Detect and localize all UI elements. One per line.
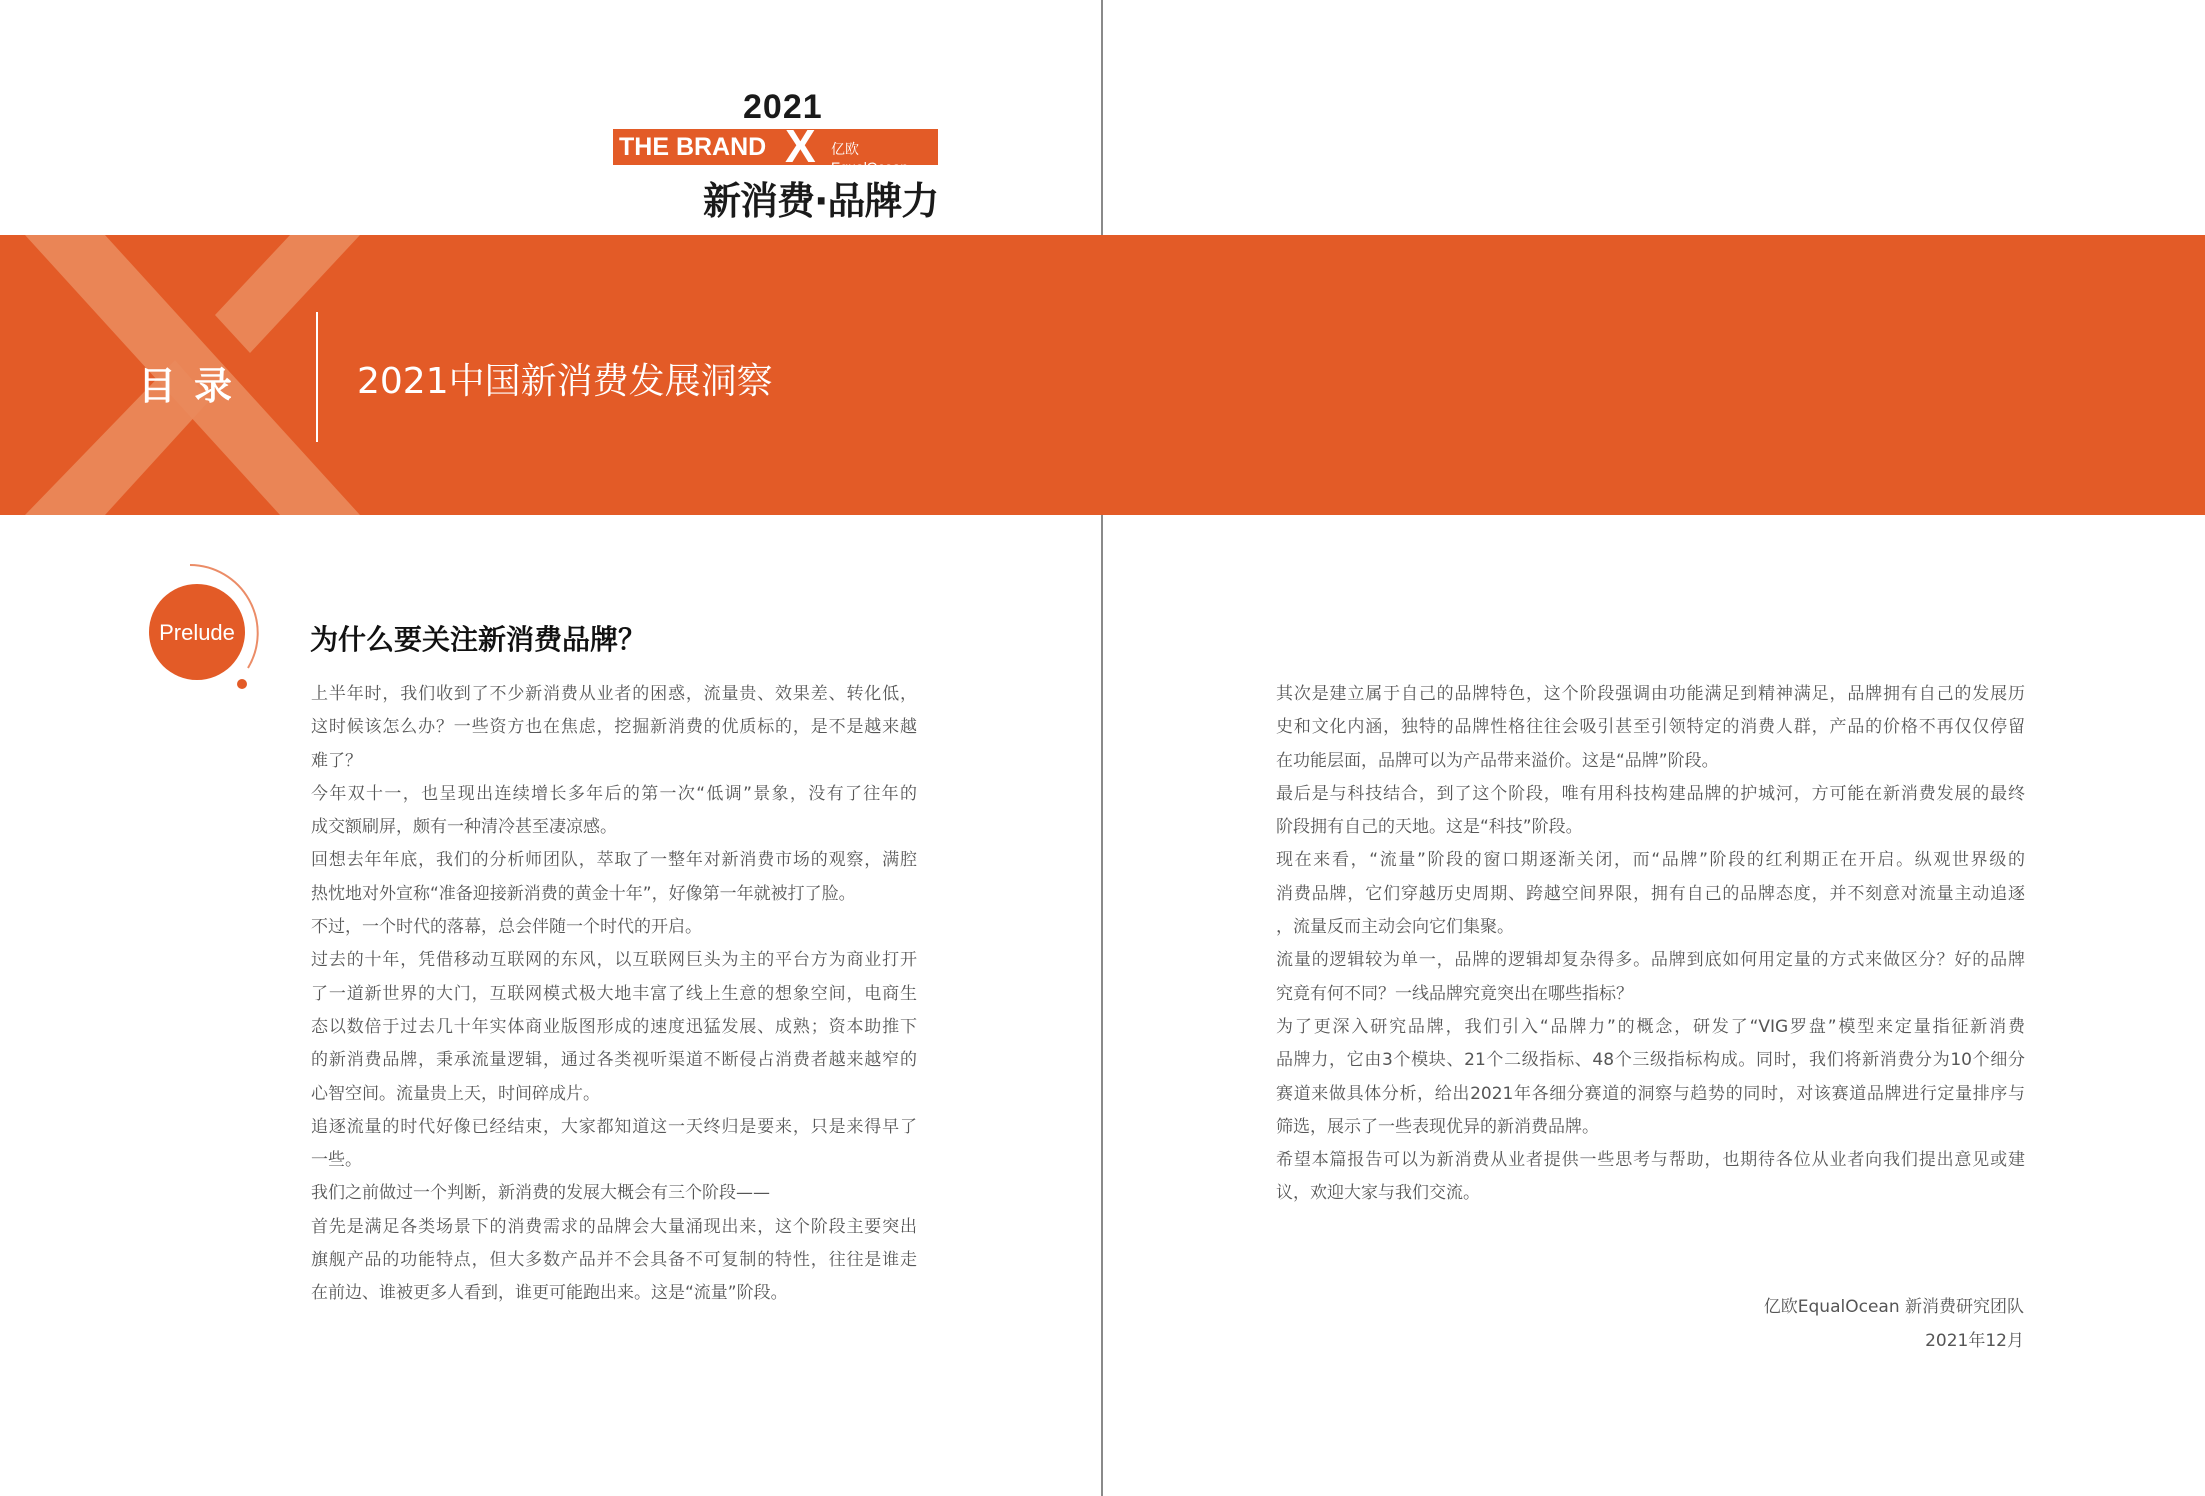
text-line: 成交额刷屏，颇有一种清冷甚至凄凉感。: [311, 817, 617, 838]
paragraph: [311, 944, 917, 1110]
text-line: 回想去年年底，我们的分析师团队，萃取了一整年对新消费市场的观察，满腔: [311, 850, 917, 871]
paragraph: [1276, 944, 2025, 1011]
right-text-column: [1276, 678, 2025, 1211]
text-line: 难了？: [311, 750, 362, 771]
text-line: 阶段拥有自己的天地。这是“科技”阶段。: [1276, 817, 1583, 838]
banner-separator: [316, 312, 318, 442]
text-line: 最后是与科技结合，到了这个阶段，唯有用科技构建品牌的护城河，方可能在新消费发展的最终: [1276, 783, 2025, 804]
section-banner: [0, 235, 2205, 515]
report-title: 2021中国新消费发展洞察: [357, 361, 773, 402]
brand-logo: [613, 88, 943, 223]
paragraph: [1276, 778, 2025, 845]
section-heading: 为什么要关注新消费品牌？: [310, 623, 647, 656]
logo-x-mark: X: [785, 120, 816, 172]
paragraph: [1276, 844, 2025, 944]
logo-bar: [613, 120, 938, 175]
text-line: 我们之前做过一个判断，新消费的发展大概会有三个阶段——: [311, 1183, 770, 1204]
text-line: 现在来看，“流量”阶段的窗口期逐渐关闭，而“品牌”阶段的红利期正在开启。纵观世界级的: [1276, 850, 2025, 871]
text-line: 在前边、谁被更多人看到，谁更可能跑出来。这是“流量”阶段。: [311, 1283, 788, 1304]
text-line: 希望本篇报告可以为新消费从业者提供一些思考与帮助，也期待各位从业者向我们提出意见或建: [1276, 1150, 2025, 1171]
text-line: 上半年时，我们收到了不少新消费从业者的困惑，流量贵、效果差、转化低，: [311, 684, 917, 704]
paragraph: [311, 678, 917, 778]
prelude-badge: [120, 560, 280, 700]
text-line: 过去的十年，凭借移动互联网的东风，以互联网巨头为主的平台方为商业打开: [311, 950, 917, 971]
paragraph: [311, 1111, 917, 1178]
logo-partner: 亿欧 EqualOcean: [831, 141, 909, 175]
text-line: 态以数倍于过去几十年实体商业版图形成的速度迅猛发展、成熟；资本助推下: [311, 1016, 917, 1037]
page-spread-divider: [1101, 0, 1103, 1496]
text-line: 旗舰产品的功能特点，但大多数产品并不会具备不可复制的特性，往往是谁走: [311, 1250, 917, 1271]
text-line: 史和文化内涵，独特的品牌性格往往会吸引甚至引领特定的消费人群，产品的价格不再仅仅停留: [1276, 717, 2025, 738]
text-line: 品牌力，它由3个模块、21个二级指标、48个三级指标构成。同时，我们将新消费分为10个细分: [1276, 1050, 2025, 1071]
paragraph: [311, 1177, 917, 1210]
paragraph: [311, 911, 917, 944]
text-line: 热忱地对外宣称“准备迎接新消费的黄金十年”，好像第一年就被打了脸。: [311, 883, 856, 904]
paragraph: [311, 844, 917, 911]
text-line: 究竟有何不同？一线品牌究竟突出在哪些指标？: [1276, 983, 1633, 1004]
paragraph: [311, 1211, 917, 1311]
toc-label: 目录: [138, 364, 251, 408]
logo-brand-text: THE BRAND: [619, 133, 767, 161]
text-line: 首先是满足各类场景下的消费需求的品牌会大量涌现出来，这个阶段主要突出: [311, 1216, 917, 1237]
text-line: ，流量反而主动会向它们集聚。: [1276, 917, 1514, 938]
text-line: 了一道新世界的大门，互联网模式极大地丰富了线上生意的想象空间，电商生: [311, 983, 917, 1004]
logo-year: 2021: [743, 88, 823, 126]
text-line: 追逐流量的时代好像已经结束，大家都知道这一天终归是要来，只是来得早了: [311, 1116, 917, 1137]
left-text-column: [311, 678, 917, 1311]
signature-date: 2021年12月: [1925, 1331, 2024, 1351]
text-line: 一些。: [311, 1150, 362, 1171]
text-line: 赛道来做具体分析，给出2021年各细分赛道的洞察与趋势的同时，对该赛道品牌进行定量排序与: [1276, 1083, 2025, 1104]
paragraph: [311, 778, 917, 845]
text-line: 筛选，展示了一些表现优异的新消费品牌。: [1276, 1116, 1599, 1137]
prelude-label: Prelude: [159, 620, 235, 645]
text-line: 流量的逻辑较为单一，品牌的逻辑却复杂得多。品牌到底如何用定量的方式来做区分？好的品牌: [1276, 950, 2025, 971]
text-line: 为了更深入研究品牌，我们引入“品牌力”的概念，研发了“VIG罗盘”模型来定量指征新消费: [1276, 1016, 2025, 1037]
text-line: 在功能层面，品牌可以为产品带来溢价。这是“品牌”阶段。: [1276, 750, 1719, 771]
paragraph: [1276, 1144, 2025, 1211]
text-line: 消费品牌，它们穿越历史周期、跨越空间界限，拥有自己的品牌态度，并不刻意对流量主动追逐: [1276, 883, 2025, 904]
signature-team: 亿欧EqualOcean 新消费研究团队: [1763, 1297, 2024, 1317]
text-line: 其次是建立属于自己的品牌特色，这个阶段强调由功能满足到精神满足，品牌拥有自己的发展历: [1276, 684, 2025, 704]
text-line: 心智空间。流量贵上天，时间碎成片。: [311, 1083, 600, 1104]
text-line: 议，欢迎大家与我们交流。: [1276, 1183, 1480, 1204]
text-line: 不过，一个时代的落幕，总会伴随一个时代的开启。: [311, 917, 702, 938]
text-line: 的新消费品牌，秉承流量逻辑，通过各类视听渠道不断侵占消费者越来越窄的: [311, 1050, 917, 1071]
text-line: 今年双十一，也呈现出连续增长多年后的第一次“低调”景象，没有了往年的: [311, 783, 917, 804]
text-line: 这时候该怎么办？一些资方也在焦虑，挖掘新消费的优质标的，是不是越来越: [311, 717, 917, 738]
logo-subtitle: 新消费·品牌力: [703, 179, 939, 223]
paragraph: [1276, 678, 2025, 778]
paragraph: [1276, 1011, 2025, 1144]
